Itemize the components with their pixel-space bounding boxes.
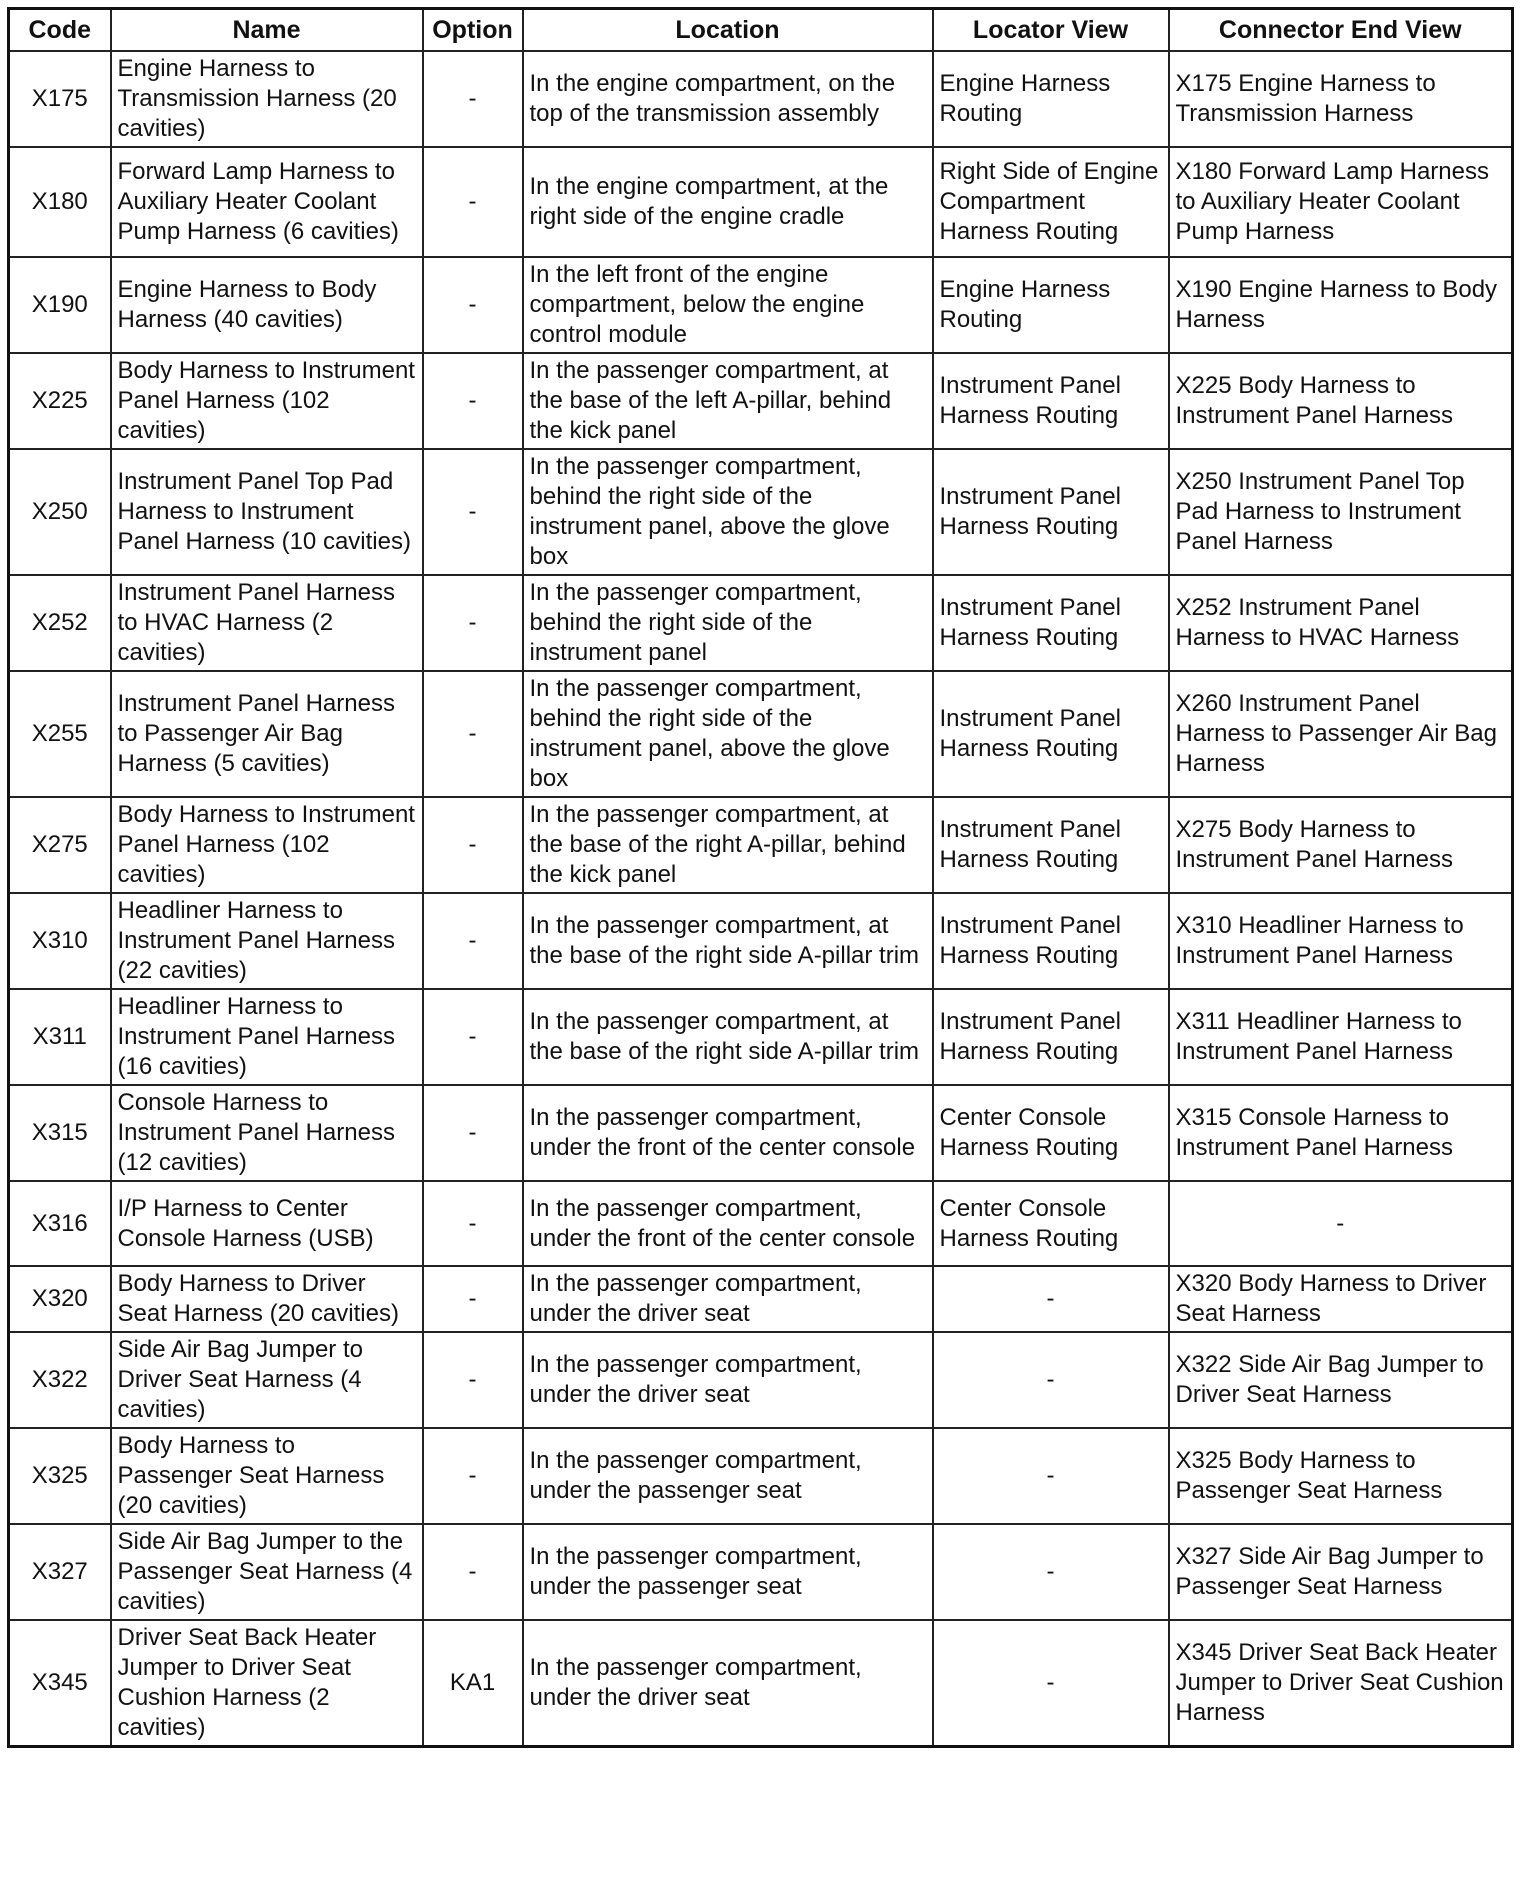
cell-option: - bbox=[423, 51, 523, 147]
table-row bbox=[9, 1332, 1513, 1428]
cell-locator-view: Engine Harness Routing bbox=[933, 51, 1169, 147]
cell-location: In the passenger compartment, at the base of the right side A-pillar trim bbox=[523, 893, 933, 989]
cell-name: Body Harness to Instrument Panel Harness (102 cavities) bbox=[111, 797, 423, 893]
cell-code: X252 bbox=[9, 575, 111, 671]
cell-code: X225 bbox=[9, 353, 111, 449]
cell-location: In the engine compartment, on the top of the transmission assembly bbox=[523, 51, 933, 147]
cell-location: In the passenger compartment, behind the right side of the instrument panel bbox=[523, 575, 933, 671]
cell-option: - bbox=[423, 671, 523, 797]
cell-locator-view: - bbox=[933, 1332, 1169, 1428]
cell-locator-view: - bbox=[933, 1428, 1169, 1524]
cell-option: - bbox=[423, 1181, 523, 1266]
table-row bbox=[9, 989, 1513, 1085]
cell-location: In the left front of the engine compartment, below the engine control module bbox=[523, 257, 933, 353]
cell-option: - bbox=[423, 1085, 523, 1181]
cell-name: Body Harness to Instrument Panel Harness (102 cavities) bbox=[111, 353, 423, 449]
cell-code: X345 bbox=[9, 1620, 111, 1747]
table-row bbox=[9, 1266, 1513, 1332]
header-locator-view: Locator View bbox=[933, 9, 1169, 52]
cell-option: - bbox=[423, 147, 523, 257]
cell-option: - bbox=[423, 1428, 523, 1524]
cell-option: - bbox=[423, 449, 523, 575]
header-option: Option bbox=[423, 9, 523, 52]
cell-locator-view: Instrument Panel Harness Routing bbox=[933, 797, 1169, 893]
cell-locator-view: Instrument Panel Harness Routing bbox=[933, 449, 1169, 575]
cell-name: Driver Seat Back Heater Jumper to Driver Seat Cushion Harness (2 cavities) bbox=[111, 1620, 423, 1747]
cell-name: Console Harness to Instrument Panel Harness (12 cavities) bbox=[111, 1085, 423, 1181]
cell-name: Side Air Bag Jumper to Driver Seat Harness (4 cavities) bbox=[111, 1332, 423, 1428]
table-row bbox=[9, 1620, 1513, 1747]
cell-connector-end-view: X320 Body Harness to Driver Seat Harness bbox=[1169, 1266, 1513, 1332]
table-row bbox=[9, 51, 1513, 147]
table-row bbox=[9, 257, 1513, 353]
header-row bbox=[9, 9, 1513, 52]
cell-location: In the passenger compartment, at the base of the right side A-pillar trim bbox=[523, 989, 933, 1085]
header-code: Code bbox=[9, 9, 111, 52]
table-row bbox=[9, 671, 1513, 797]
cell-name: I/P Harness to Center Console Harness (USB) bbox=[111, 1181, 423, 1266]
cell-option: - bbox=[423, 797, 523, 893]
cell-location: In the passenger compartment, under the driver seat bbox=[523, 1620, 933, 1747]
cell-connector-end-view: X315 Console Harness to Instrument Panel Harness bbox=[1169, 1085, 1513, 1181]
table-row bbox=[9, 1428, 1513, 1524]
cell-option: - bbox=[423, 257, 523, 353]
cell-locator-view: Center Console Harness Routing bbox=[933, 1085, 1169, 1181]
cell-connector-end-view: X252 Instrument Panel Harness to HVAC Harness bbox=[1169, 575, 1513, 671]
cell-location: In the passenger compartment, under the passenger seat bbox=[523, 1524, 933, 1620]
cell-locator-view: Right Side of Engine Compartment Harness Routing bbox=[933, 147, 1169, 257]
cell-location: In the passenger compartment, at the base of the left A-pillar, behind the kick panel bbox=[523, 353, 933, 449]
cell-connector-end-view: X275 Body Harness to Instrument Panel Harness bbox=[1169, 797, 1513, 893]
cell-code: X175 bbox=[9, 51, 111, 147]
cell-connector-end-view: X180 Forward Lamp Harness to Auxiliary Heater Coolant Pump Harness bbox=[1169, 147, 1513, 257]
cell-name: Headliner Harness to Instrument Panel Harness (22 cavities) bbox=[111, 893, 423, 989]
cell-location: In the passenger compartment, under the front of the center console bbox=[523, 1085, 933, 1181]
cell-location: In the passenger compartment, under the front of the center console bbox=[523, 1181, 933, 1266]
cell-connector-end-view: X311 Headliner Harness to Instrument Panel Harness bbox=[1169, 989, 1513, 1085]
cell-location: In the engine compartment, at the right side of the engine cradle bbox=[523, 147, 933, 257]
cell-option: - bbox=[423, 893, 523, 989]
connector-table bbox=[7, 7, 1514, 1748]
cell-connector-end-view: X250 Instrument Panel Top Pad Harness to Instrument Panel Harness bbox=[1169, 449, 1513, 575]
table-row bbox=[9, 1524, 1513, 1620]
cell-code: X250 bbox=[9, 449, 111, 575]
cell-location: In the passenger compartment, under the passenger seat bbox=[523, 1428, 933, 1524]
cell-name: Body Harness to Driver Seat Harness (20 cavities) bbox=[111, 1266, 423, 1332]
cell-option: - bbox=[423, 353, 523, 449]
cell-locator-view: Instrument Panel Harness Routing bbox=[933, 575, 1169, 671]
cell-option: - bbox=[423, 1332, 523, 1428]
cell-code: X322 bbox=[9, 1332, 111, 1428]
cell-connector-end-view: X310 Headliner Harness to Instrument Panel Harness bbox=[1169, 893, 1513, 989]
header-connector-end-view: Connector End View bbox=[1169, 9, 1513, 52]
cell-connector-end-view: - bbox=[1169, 1181, 1513, 1266]
cell-code: X190 bbox=[9, 257, 111, 353]
cell-location: In the passenger compartment, at the base of the right A-pillar, behind the kick panel bbox=[523, 797, 933, 893]
table-body bbox=[9, 51, 1513, 1747]
cell-option: - bbox=[423, 989, 523, 1085]
table-row bbox=[9, 575, 1513, 671]
cell-code: X311 bbox=[9, 989, 111, 1085]
cell-option: - bbox=[423, 1524, 523, 1620]
cell-name: Instrument Panel Harness to Passenger Air Bag Harness (5 cavities) bbox=[111, 671, 423, 797]
table-row bbox=[9, 1181, 1513, 1266]
cell-connector-end-view: X175 Engine Harness to Transmission Harness bbox=[1169, 51, 1513, 147]
cell-code: X275 bbox=[9, 797, 111, 893]
cell-location: In the passenger compartment, under the driver seat bbox=[523, 1266, 933, 1332]
cell-connector-end-view: X190 Engine Harness to Body Harness bbox=[1169, 257, 1513, 353]
cell-option: KA1 bbox=[423, 1620, 523, 1747]
cell-code: X316 bbox=[9, 1181, 111, 1266]
cell-code: X180 bbox=[9, 147, 111, 257]
cell-connector-end-view: X325 Body Harness to Passenger Seat Harness bbox=[1169, 1428, 1513, 1524]
cell-code: X315 bbox=[9, 1085, 111, 1181]
cell-name: Headliner Harness to Instrument Panel Harness (16 cavities) bbox=[111, 989, 423, 1085]
cell-locator-view: Engine Harness Routing bbox=[933, 257, 1169, 353]
table-row bbox=[9, 353, 1513, 449]
cell-locator-view: Center Console Harness Routing bbox=[933, 1181, 1169, 1266]
cell-connector-end-view: X345 Driver Seat Back Heater Jumper to Driver Seat Cushion Harness bbox=[1169, 1620, 1513, 1747]
cell-code: X310 bbox=[9, 893, 111, 989]
table-row bbox=[9, 449, 1513, 575]
table-row bbox=[9, 1085, 1513, 1181]
table-row bbox=[9, 797, 1513, 893]
header-name: Name bbox=[111, 9, 423, 52]
cell-locator-view: Instrument Panel Harness Routing bbox=[933, 989, 1169, 1085]
cell-location: In the passenger compartment, behind the right side of the instrument panel, above the glove box bbox=[523, 671, 933, 797]
cell-connector-end-view: X327 Side Air Bag Jumper to Passenger Seat Harness bbox=[1169, 1524, 1513, 1620]
cell-locator-view: - bbox=[933, 1266, 1169, 1332]
table-row bbox=[9, 147, 1513, 257]
cell-name: Side Air Bag Jumper to the Passenger Seat Harness (4 cavities) bbox=[111, 1524, 423, 1620]
cell-location: In the passenger compartment, under the driver seat bbox=[523, 1332, 933, 1428]
cell-code: X255 bbox=[9, 671, 111, 797]
cell-name: Instrument Panel Harness to HVAC Harness (2 cavities) bbox=[111, 575, 423, 671]
cell-location: In the passenger compartment, behind the right side of the instrument panel, above the glove box bbox=[523, 449, 933, 575]
cell-locator-view: Instrument Panel Harness Routing bbox=[933, 671, 1169, 797]
cell-code: X320 bbox=[9, 1266, 111, 1332]
cell-connector-end-view: X322 Side Air Bag Jumper to Driver Seat Harness bbox=[1169, 1332, 1513, 1428]
cell-name: Body Harness to Passenger Seat Harness (20 cavities) bbox=[111, 1428, 423, 1524]
cell-locator-view: Instrument Panel Harness Routing bbox=[933, 353, 1169, 449]
cell-code: X327 bbox=[9, 1524, 111, 1620]
cell-option: - bbox=[423, 1266, 523, 1332]
cell-connector-end-view: X260 Instrument Panel Harness to Passenger Air Bag Harness bbox=[1169, 671, 1513, 797]
cell-locator-view: Instrument Panel Harness Routing bbox=[933, 893, 1169, 989]
cell-locator-view: - bbox=[933, 1524, 1169, 1620]
cell-connector-end-view: X225 Body Harness to Instrument Panel Harness bbox=[1169, 353, 1513, 449]
header-location: Location bbox=[523, 9, 933, 52]
cell-name: Instrument Panel Top Pad Harness to Instrument Panel Harness (10 cavities) bbox=[111, 449, 423, 575]
cell-name: Engine Harness to Transmission Harness (20 cavities) bbox=[111, 51, 423, 147]
cell-name: Engine Harness to Body Harness (40 cavities) bbox=[111, 257, 423, 353]
cell-code: X325 bbox=[9, 1428, 111, 1524]
cell-name: Forward Lamp Harness to Auxiliary Heater Coolant Pump Harness (6 cavities) bbox=[111, 147, 423, 257]
cell-option: - bbox=[423, 575, 523, 671]
table-row bbox=[9, 893, 1513, 989]
cell-locator-view: - bbox=[933, 1620, 1169, 1747]
